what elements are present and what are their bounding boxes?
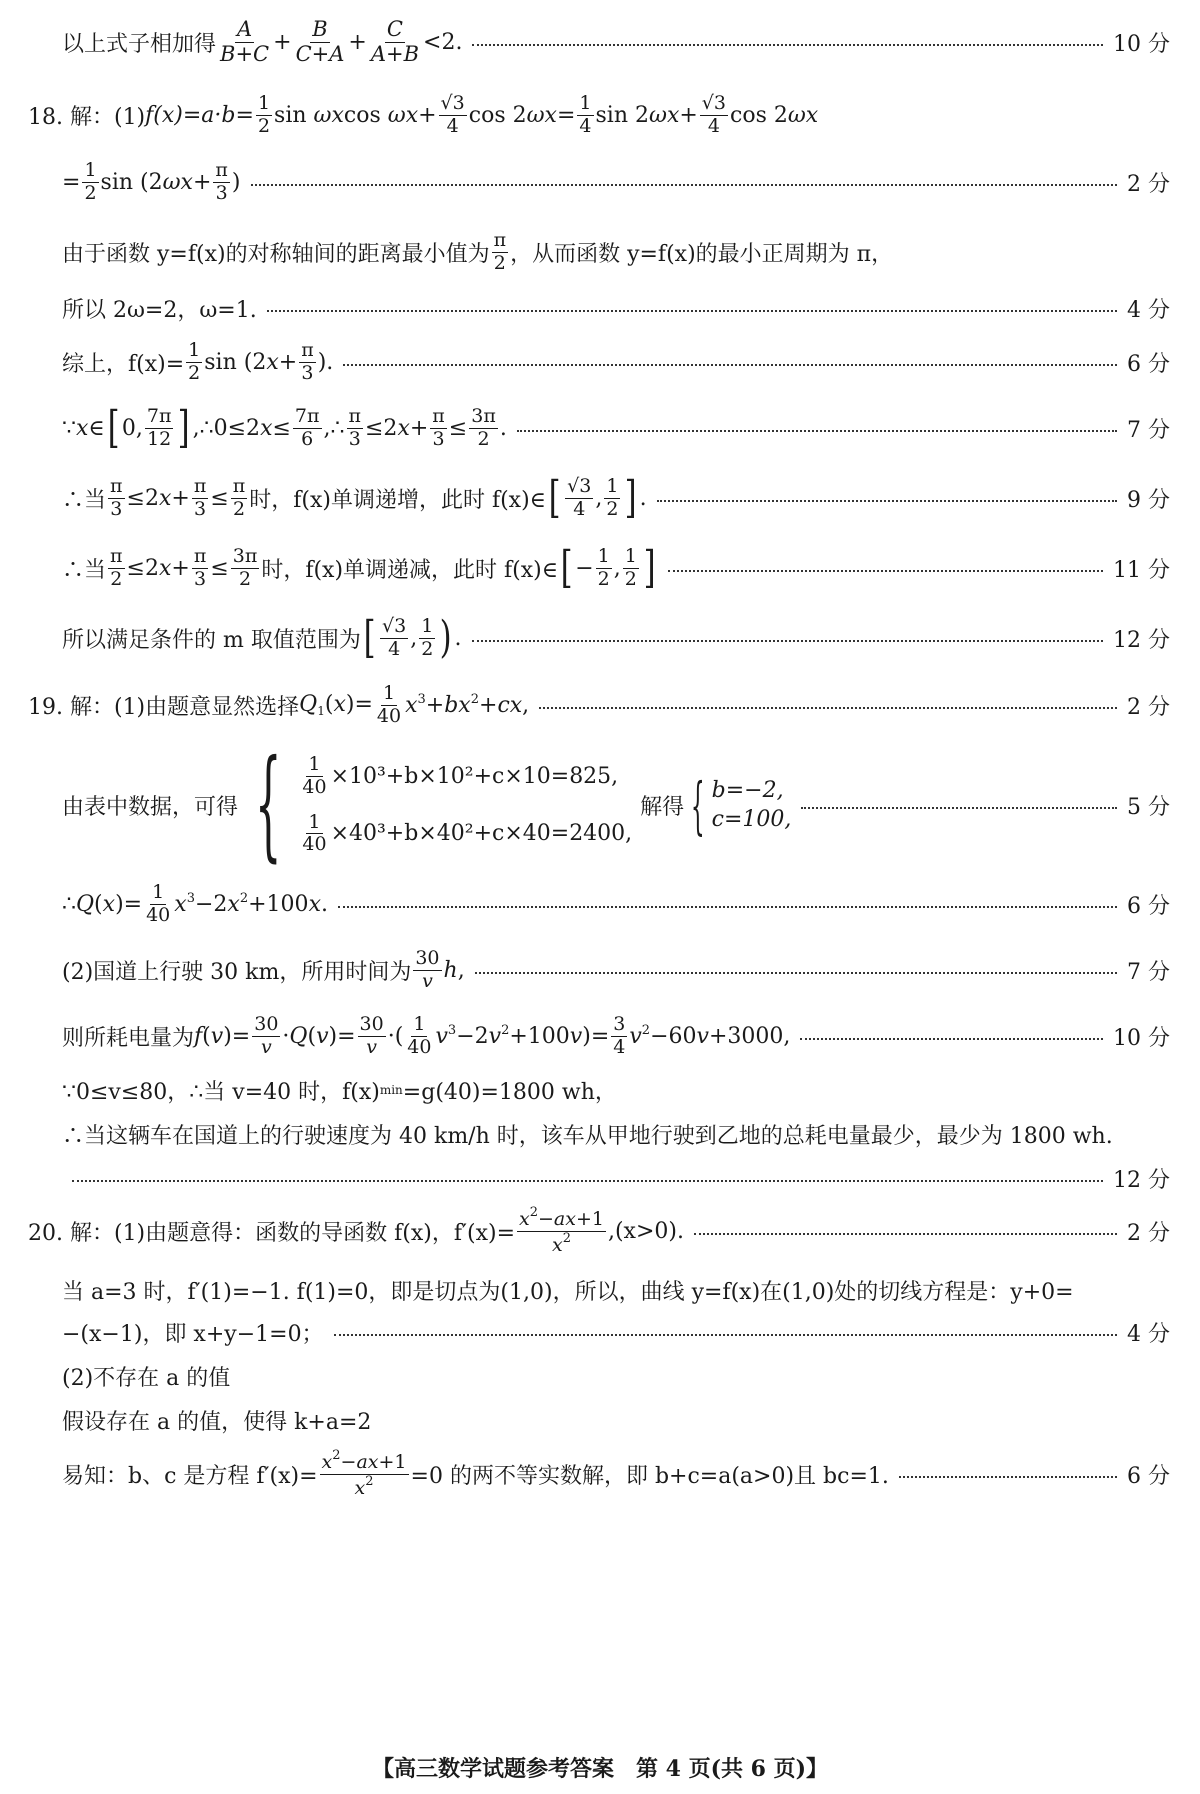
line-sum: 以上式子相加得 $\frac{A}{B+C}$ + $\frac{B}{C+A}$ + $\frac{C}{A+B}$ <2. 10 分 [62,16,1170,66]
q18-line3: 由于函数 y=f(x)的对称轴间的距离最小值为 $\frac{\pi}{2}$ ，从而函数 y=f(x)的最小正周期为 π， [62,229,894,274]
q18-line2: = $\frac{1}{2}$ sin (2ωx+ $\frac{\pi}{3}$ ) 2 分 [62,159,1170,204]
dot-leader [472,44,1103,46]
q18-line4: 所以 2ω=2，ω=1. 4 分 [62,297,1170,323]
q19-line6: ∵0≤v≤80，∴当 v=40 时，f(x) min =g(40)=1800 wh， [62,1079,617,1105]
q20-line2: 当 a=3 时，f′(1)=−1. f(1)=0，即是切点为(1,0)，所以，曲线 y=f(x)在(1,0)处的切线方程是：y+0= [62,1279,1074,1305]
q20-line5: 假设存在 a 的值，使得 k+a=2 [62,1409,372,1435]
page-footer: 【高三数学试题参考答案 第 4 页(共 6 页)】 [371,1756,829,1782]
q19-line3: ∴Q(x)= $\frac{1}{40}$ $x^3-2x^2+100x$. 6 分 [62,881,1170,926]
q18-line8: ∴当 $\frac{\pi}{2}$ ≤2x+ $\frac{\pi}{3}$ ≤ $\frac{3\pi}{2}$ 时，f(x)单调递减，此时 f(x)∈ [ − $\frac{1}{2}$ , $\frac{1}{2}$ ] 11 分 [62,542,1170,593]
q20-line1: 20. 解：(1)由题意得：函数的导函数 f(x)，f′(x)= $\frac{x^2-ax+1}{x^2}$ ,(x>0). 2 分 [28,1205,1170,1256]
frac-c: $\frac{C}{A+B}$ [370,16,420,66]
q19-line7: ∴当这辆车在国道上的行驶速度为 40 km/h 时，该车从甲地行驶到乙地的总耗电量最少，最少为 1800 wh. [62,1123,1113,1149]
q18-line7: ∴当 $\frac{\pi}{3}$ ≤2x+ $\frac{\pi}{3}$ ≤ $\frac{\pi}{2}$ 时，f(x)单调递增，此时 f(x)∈ [ $\frac{√3}{4}$ , $\frac{1}{2}$ ] . 9 分 [62,472,1170,523]
q19-line5: 则所耗电量为 f(v)= $\frac{30}{v}$ ·Q(v)= $\frac{30}{v}$ ·( $\frac{1}{40}$ $v^3-2v^2+100v)=$ $\frac{3}{4}$ $v^2-60v+3000$, 10 分 [62,1013,1170,1058]
frac-a: $\frac{A}{B+C}$ [220,16,270,66]
q18-line6: ∵x∈ [ 0, $\frac{7\pi}{12}$ ] ,∴0≤2x≤ $\frac{7\pi}{6}$ ,∴ $\frac{\pi}{3}$ ≤2x+ $\frac{\pi}{3}$ ≤ $\frac{3\pi}{2}$ . 7 分 [62,402,1170,453]
q19-line8: 12 分 [62,1158,1170,1198]
q18-line9: 所以满足条件的 m 取值范围为 [ $\frac{√3}{4}$ , $\frac{1}{2}$ ) . 12 分 [62,612,1170,663]
q19-line4: (2)国道上行驶 30 km，所用时间为 $\frac{30}{v}$ h, 7 分 [62,947,1170,992]
q19-line2: 由表中数据，可得 { $\frac{1}{40}$ ×10³+b×10²+c×10=825, $\frac{1}{40}$ ×40³+b×40²+c×40=2400, 解得 { b=−2, c=100, 5 分 [62,735,1170,874]
score: 10 分 [1113,31,1170,57]
expr: sin ωxcos ωx+ [274,102,437,128]
q18-line5: 综上，f(x)= $\frac{1}{2}$ sin (2x+ $\frac{\pi}{3}$ ). 6 分 [62,339,1170,384]
q19-line1: 19. 解：(1)由题意显然选择 $Q_1(x)=$ $\frac{1}{40}$ $x^3+bx^2+cx$, 2 分 [28,682,1170,727]
q20-line3: −(x−1)，即 x+y−1=0； 4 分 [62,1321,1170,1347]
frac-b: $\frac{B}{C+A}$ [295,16,345,66]
left-brace: { [254,735,282,874]
q20-line6: 易知：b、c 是方程 f′(x)= $\frac{x^2-ax+1}{x^2}$ =0 的两不等实数解，即 b+c=a(a>0)且 bc=1. 6 分 [62,1448,1170,1499]
q18-line1: 18. 解：(1) f(x)=a·b= $\frac{1}{2}$ sin ωxcos ωx+ $\frac{√3}{4}$ cos 2ωx= $\frac{1}{4}$ sin 2ωx+ $\frac{√3}{4}$ cos 2ωx [28,92,819,137]
q20-line4: (2)不存在 a 的值 [62,1365,231,1391]
